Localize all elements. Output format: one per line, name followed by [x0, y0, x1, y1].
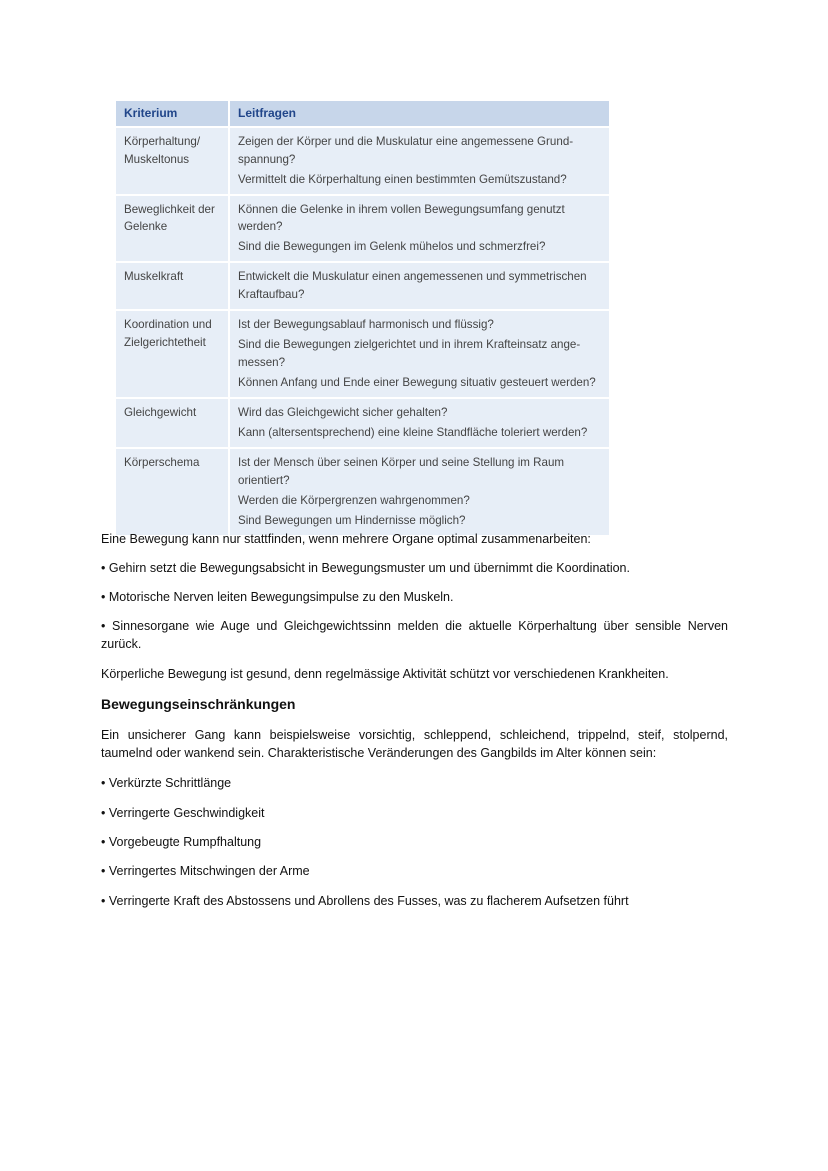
bullet-nerven: • Motorische Nerven leiten Bewegungsimpulse zu den Muskeln.	[101, 590, 454, 604]
criteria-table-container	[116, 101, 609, 535]
question-text: Entwickelt die Muskulatur einen angemessenen und symmetrischen Kraftaufbau?	[238, 270, 587, 302]
criterion-cell: Muskelkraft	[116, 262, 229, 310]
gait-bullet-4: • Verringertes Mitschwingen der Arme	[101, 864, 310, 878]
questions-cell	[229, 195, 609, 263]
table-row	[116, 398, 609, 448]
criteria-table	[116, 101, 609, 535]
section-heading: Bewegungseinschränkungen	[101, 696, 296, 712]
questions-cell	[229, 448, 609, 535]
table-row	[116, 195, 609, 263]
bullet-gehirn: • Gehirn setzt die Bewegungsabsicht in Bewegungsmuster um und übernimmt die Koordination.	[101, 561, 630, 575]
intro-paragraph: Eine Bewegung kann nur stattfinden, wenn mehrere Organe optimal zusammenarbeiten:	[101, 532, 591, 546]
gait-bullet-1: • Verkürzte Schrittlänge	[101, 776, 232, 790]
gait-bullet-3: • Vorgebeugte Rumpfhaltung	[101, 835, 262, 849]
question-text: Ist der Mensch über seinen Körper und seine Stellung im Raum orientiert?	[238, 456, 565, 488]
gait-bullet-2: • Verringerte Geschwindigkeit	[101, 806, 265, 820]
table-header-row	[116, 101, 609, 127]
section-paragraph: Ein unsicherer Gang kann beispielsweise vorsichtig, schleppend, schleichend, trippelnd, steif, stolpernd, taumelnd oder wankend sein. Charakteristische Veränderungen des Gangbilds im Alter können sein:	[101, 728, 728, 760]
table-row	[116, 310, 609, 398]
criterion-cell: Gleichgewicht	[116, 398, 229, 448]
question-text: Zeigen der Körper und die Muskulatur eine angemessene Grund- spannung?	[238, 134, 574, 166]
table-body	[116, 127, 609, 535]
health-statement: Körperliche Bewegung ist gesund, denn regelmässige Aktivität schützt vor verschiedenen Krankheiten.	[101, 667, 669, 681]
question-text: Können die Gelenke in ihrem vollen Bewegungsumfang genutzt werden?	[238, 202, 565, 234]
question-text: Vermittelt die Körperhaltung einen bestimmten Gemütszustand?	[238, 172, 567, 186]
question-text: Sind die Bewegungen zielgerichtet und in ihrem Krafteinsatz ange- messen?	[238, 338, 581, 370]
table-row	[116, 448, 609, 535]
gait-bullet-5: • Verringerte Kraft des Abstossens und Abrollens des Fusses, was zu flacherem Aufsetzen führt	[101, 894, 629, 908]
question-text: Ist der Bewegungsablauf harmonisch und flüssig?	[238, 318, 494, 332]
question-text: Kann (altersentsprechend) eine kleine Standfläche toleriert werden?	[238, 426, 588, 440]
question-text: Werden die Körpergrenzen wahrgenommen?	[238, 494, 470, 508]
table-row	[116, 262, 609, 310]
question-text: Sind Bewegungen um Hindernisse möglich?	[238, 514, 466, 528]
question-text: Können Anfang und Ende einer Bewegung situativ gesteuert werden?	[238, 376, 596, 390]
criterion-cell: Körperhaltung/ Muskeltonus	[116, 127, 229, 195]
question-text: Sind die Bewegungen im Gelenk mühelos und schmerzfrei?	[238, 240, 546, 254]
header-kriterium: Kriterium	[116, 101, 229, 127]
header-leitfragen: Leitfragen	[229, 101, 609, 127]
questions-cell	[229, 398, 609, 448]
questions-cell	[229, 127, 609, 195]
criterion-cell: Körperschema	[116, 448, 229, 535]
table-row	[116, 127, 609, 195]
questions-cell	[229, 262, 609, 310]
question-text: Wird das Gleichgewicht sicher gehalten?	[238, 406, 448, 420]
bullet-sinnesorgane: • Sinnesorgane wie Auge und Gleichgewichtssinn melden die aktuelle Körperhaltung über sensible Nerven zurück.	[101, 619, 728, 651]
questions-cell	[229, 310, 609, 398]
criterion-cell: Beweglichkeit der Gelenke	[116, 195, 229, 263]
criterion-cell: Koordination und Zielgerichtetheit	[116, 310, 229, 398]
